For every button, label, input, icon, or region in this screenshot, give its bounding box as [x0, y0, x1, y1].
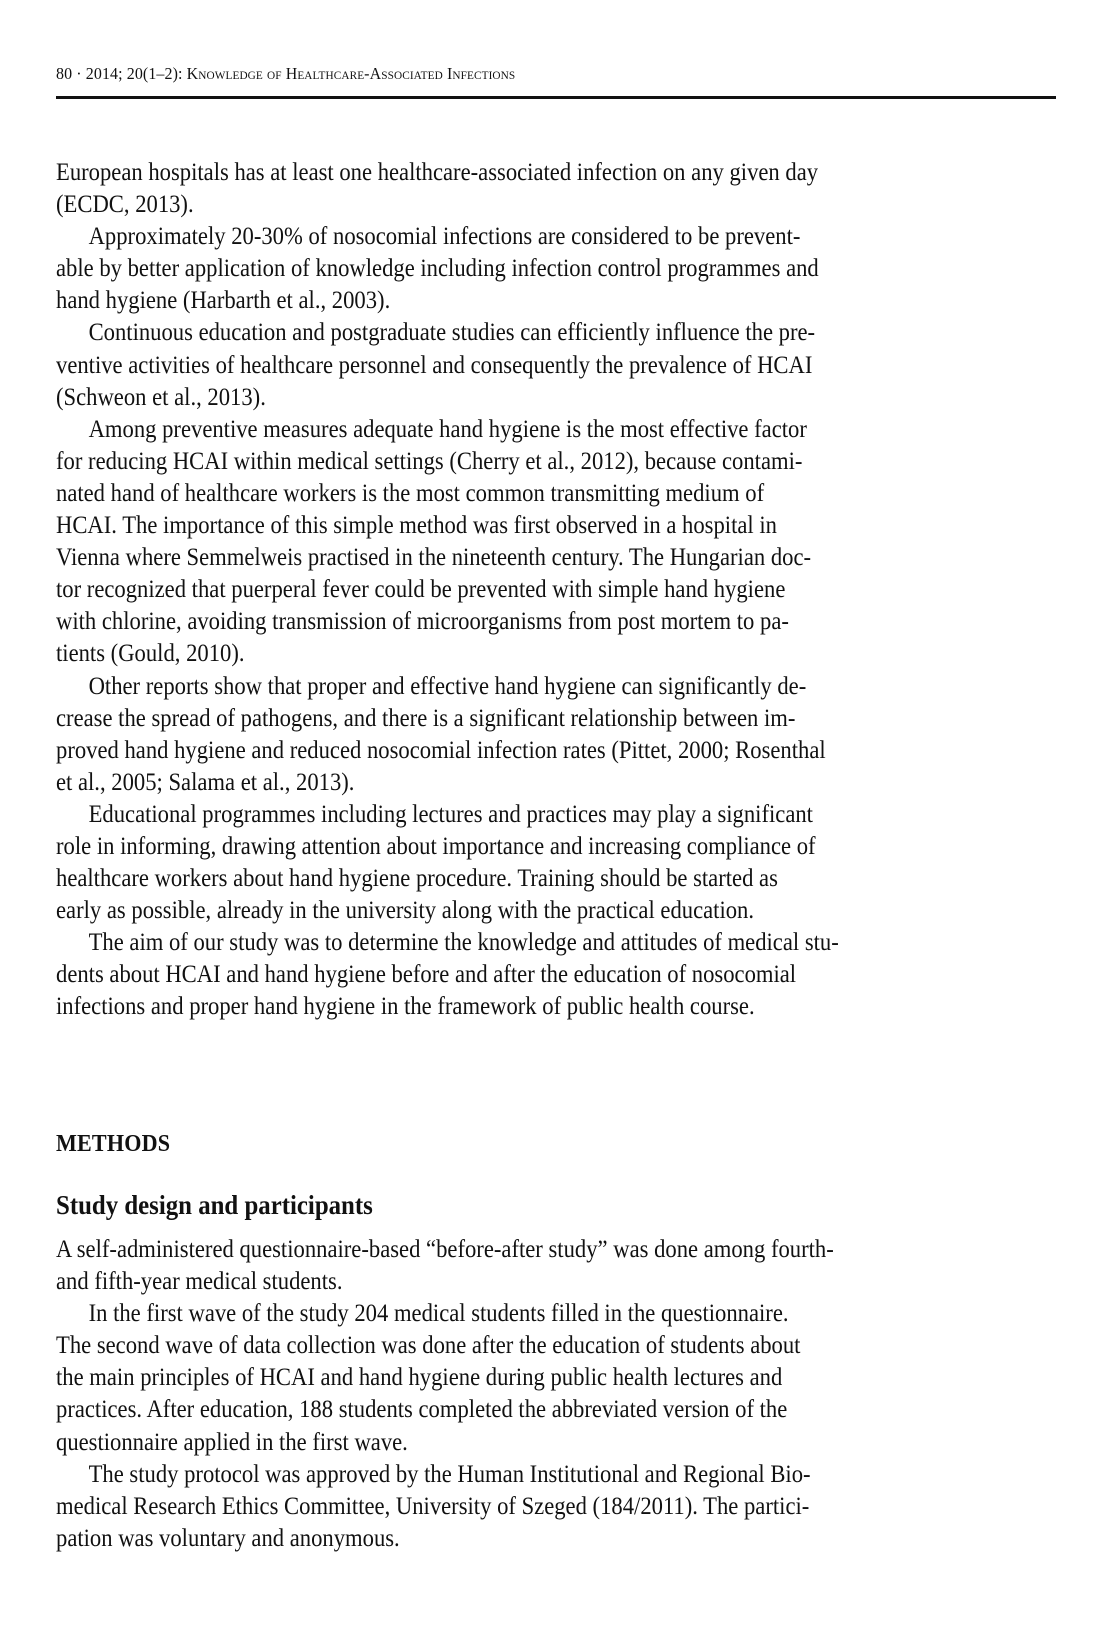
- text-line: practices. After education, 188 students completed the abbreviated version of the: [56, 1396, 788, 1424]
- text-line: Vienna where Semmelweis practised in the nineteenth century. The Hungarian doc-: [56, 544, 812, 572]
- text-line: The second wave of data collection was done after the education of students about: [56, 1332, 801, 1360]
- text-line: tients (Gould, 2010).: [56, 640, 245, 668]
- running-head: [56, 64, 515, 84]
- text-line: European hospitals has at least one healthcare-associated infection on any given day: [56, 159, 819, 186]
- text-line: tor recognized that puerperal fever could be prevented with simple hand hygiene: [56, 576, 786, 604]
- text-line: A self-administered questionnaire-based “before-after study” was done among fourth-: [56, 1236, 834, 1263]
- text-line: and fifth-year medical students.: [56, 1268, 343, 1296]
- text-line: medical Research Ethics Committee, University of Szeged (184/2011). The partici-: [56, 1492, 810, 1520]
- text-line: proved hand hygiene and reduced nosocomial infection rates (Pittet, 2000; Rosenthal: [56, 736, 826, 764]
- text-line: The aim of our study was to determine the knowledge and attitudes of medical stu-: [88, 929, 839, 957]
- article-short-title: Knowledge of Healthcare-Associated Infections: [186, 64, 516, 83]
- text-line: for reducing HCAI within medical settings (Cherry et al., 2012), because contami-: [56, 447, 803, 475]
- header-rule: [56, 96, 1056, 99]
- text-line: (ECDC, 2013).: [56, 191, 194, 219]
- text-line: ventive activities of healthcare personnel and consequently the prevalence of HCAI: [56, 351, 813, 379]
- text-line: early as possible, already in the university along with the practical education.: [56, 897, 755, 925]
- subsection-heading: Study design and participants: [56, 1190, 373, 1220]
- text-line: infections and proper hand hygiene in the framework of public health course.: [56, 993, 755, 1021]
- text-line: et al., 2005; Salama et al., 2013).: [56, 768, 355, 796]
- text-line: questionnaire applied in the first wave.: [56, 1428, 408, 1456]
- text-line: crease the spread of pathogens, and there is a significant relationship between im-: [56, 704, 796, 732]
- text-line: Approximately 20-30% of nosocomial infections are considered to be prevent-: [88, 223, 801, 251]
- text-line: the main principles of HCAI and hand hygiene during public health lectures and: [56, 1364, 783, 1392]
- page-number: 80: [56, 64, 73, 83]
- text-line: HCAI. The importance of this simple method was first observed in a hospital in: [56, 512, 777, 540]
- text-line: The study protocol was approved by the Human Institutional and Regional Bio-: [88, 1460, 811, 1488]
- text-line: Among preventive measures adequate hand hygiene is the most effective factor: [88, 415, 807, 443]
- text-line: nated hand of healthcare workers is the most common transmitting medium of: [56, 479, 765, 507]
- text-line: Educational programmes including lectures and practices may play a significant: [88, 800, 813, 828]
- text-line: dents about HCAI and hand hygiene before and after the education of nosocomial: [56, 961, 797, 989]
- text-line: (Schweon et al., 2013).: [56, 383, 266, 411]
- intro-text: [56, 157, 1056, 1024]
- issue-info: · 2014; 20(1–2):: [76, 64, 183, 83]
- text-line: with chlorine, avoiding transmission of microorganisms from post mortem to pa-: [56, 608, 789, 636]
- text-line: Continuous education and postgraduate studies can efficiently influence the pre-: [88, 319, 816, 347]
- methods-text: [56, 1234, 1056, 1555]
- text-line: able by better application of knowledge including infection control programmes and: [56, 255, 819, 283]
- text-line: hand hygiene (Harbarth et al., 2003).: [56, 287, 391, 315]
- text-line: Other reports show that proper and effective hand hygiene can significantly de-: [88, 672, 807, 700]
- text-line: healthcare workers about hand hygiene procedure. Training should be started as: [56, 865, 778, 893]
- text-line: role in informing, drawing attention about importance and increasing compliance of: [56, 832, 816, 860]
- text-line: In the first wave of the study 204 medical students filled in the questionnaire.: [88, 1300, 789, 1328]
- section-heading-methods: METHODS: [56, 1131, 171, 1157]
- text-line: pation was voluntary and anonymous.: [56, 1524, 400, 1552]
